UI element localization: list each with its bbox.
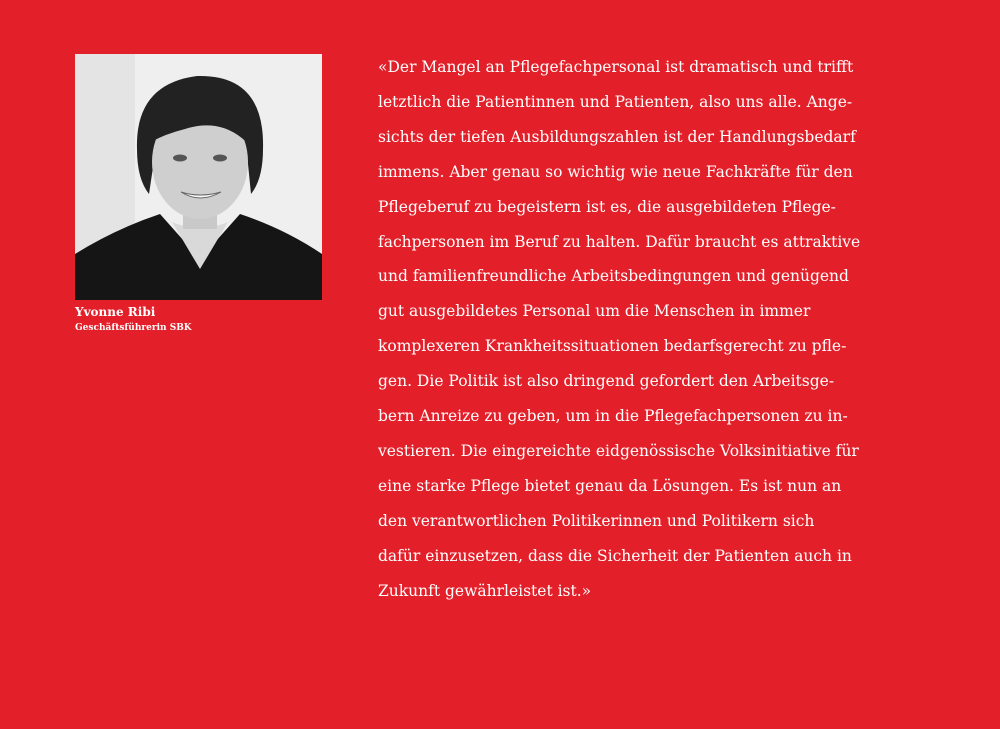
quote-line: fachpersonen im Beruf zu halten. Dafür braucht es attraktive — [378, 232, 861, 251]
quote-line: komplexeren Krankheitssituationen bedarfsgerecht zu pfle- — [378, 337, 847, 356]
quote-line: dafür einzusetzen, dass die Sicherheit der Patienten auch in — [378, 546, 852, 565]
quote-line: eine starke Pflege bietet genau da Lösungen. Es ist nun an — [378, 476, 842, 495]
quote-line: letztlich die Patientinnen und Patienten, also uns alle. Ange- — [378, 92, 853, 111]
quote-line: vestieren. Die eingereichte eidgenössische Volksinitiative für — [378, 441, 859, 460]
person-role: Geschäftsführerin SBK — [75, 323, 192, 333]
quote-line: den verantwortlichen Politikerinnen und Politikern sich — [378, 511, 815, 530]
person-name: Yvonne Ribi — [75, 305, 156, 319]
quote-line: gut ausgebildetes Personal um die Menschen in immer — [378, 302, 811, 321]
quote-text — [378, 50, 938, 609]
quote-line: Zukunft gewährleistet ist.» — [378, 581, 592, 600]
quote-line: Pflegeberuf zu begeistern ist es, die ausgebildeten Pflege- — [378, 197, 836, 216]
quote-line: bern Anreize zu geben, um in die Pflegefachpersonen zu in- — [378, 407, 848, 426]
quote-line: «Der Mangel an Pflegefachpersonal ist dramatisch und trifft — [378, 58, 854, 76]
portrait-illustration — [75, 54, 322, 300]
quote-line: sichts der tiefen Ausbildungszahlen ist der Handlungsbedarf — [378, 127, 856, 146]
quote-line: und familienfreundliche Arbeitsbedingungen und genügend — [378, 267, 849, 286]
portrait-photo — [75, 54, 322, 300]
quote-line: immens. Aber genau so wichtig wie neue Fachkräfte für den — [378, 162, 853, 181]
quote-line: gen. Die Politik ist also dringend gefordert den Arbeitsge- — [378, 372, 835, 391]
